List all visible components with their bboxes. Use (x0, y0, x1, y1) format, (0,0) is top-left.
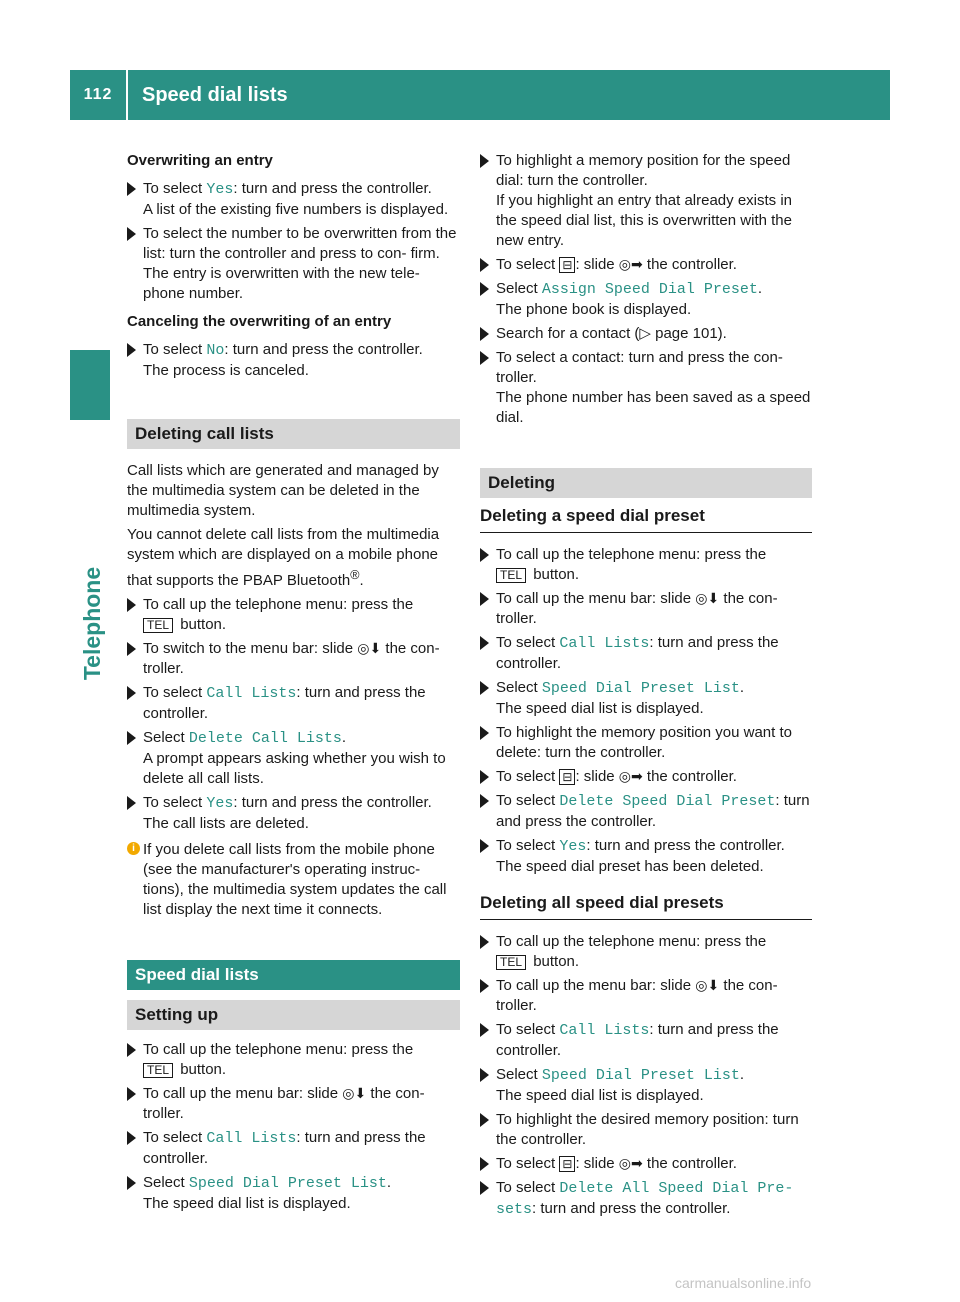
arrow-icon (480, 1023, 489, 1037)
step-item: Select Speed Dial Preset List. The speed dial list is displayed. (127, 1173, 460, 1214)
arrow-icon (127, 642, 136, 656)
step-item: To select the number to be overwritten from the list: turn the controller and press to con- firm. The entry is overwritten with the new tele- phone number. (127, 224, 460, 304)
arrow-icon (480, 839, 489, 853)
side-tab-marker (70, 350, 110, 420)
arrow-icon (480, 154, 489, 168)
step-item: To highlight the memory position you want to delete: turn the controller. (480, 723, 812, 763)
step-item: To call up the telephone menu: press the TEL button. (127, 1040, 460, 1080)
menu-code: Call Lists (559, 1022, 650, 1039)
watermark: carmanualsonline.info (675, 1275, 812, 1291)
paragraph: You cannot delete call lists from the multimedia system which are displayed on a mobile phone that supports the PBAP Bluetooth®. (127, 526, 440, 589)
step-item: To select Delete Speed Dial Preset: turn and press the controller. (480, 791, 812, 832)
cancel-heading: Canceling the overwriting of an entry (127, 313, 392, 330)
step-item: To highlight a memory position for the speed dial: turn the controller. If you highlight an entry that already exists in the speed dial list, this is overwritten with the new entry. (480, 151, 812, 251)
menu-code: Speed Dial Preset List (541, 680, 740, 697)
tel-key-icon: TEL (496, 955, 526, 970)
step-item: To select No: turn and press the controller. The process is canceled. (127, 340, 460, 381)
step-item: Select Delete Call Lists. A prompt appears asking whether you wish to delete all call lists. (127, 728, 460, 789)
step-item: Select Speed Dial Preset List. The speed dial list is displayed. (480, 1065, 812, 1106)
controller-slide-right-icon: ◎➡ (618, 257, 643, 273)
info-note: i If you delete call lists from the mobile phone (see the manufacturer's operating instruc- tions), the multimedia system updates the call list display the next time it connects. (127, 840, 460, 920)
arrow-icon (127, 227, 136, 241)
side-tab (78, 548, 108, 698)
arrow-icon (480, 282, 489, 296)
arrow-icon (127, 686, 136, 700)
arrow-icon (480, 979, 489, 993)
step-item: To select Yes: turn and press the controller. The call lists are deleted. (127, 793, 460, 834)
arrow-icon (127, 1087, 136, 1101)
section-heading-setting-up: Setting up (127, 1000, 460, 1030)
tel-key-icon: TEL (143, 1063, 173, 1078)
arrow-icon (480, 548, 489, 562)
controller-slide-right-icon: ◎➡ (618, 769, 643, 785)
arrow-icon (480, 1181, 489, 1195)
menu-code: Delete Speed Dial Preset (559, 793, 776, 810)
menu-icon: ⊟ (559, 769, 575, 785)
paragraph: Call lists which are generated and managed by the multimedia system can be deleted in the multimedia system. (127, 462, 439, 519)
menu-code: Call Lists (559, 635, 650, 652)
step-item: To select Yes: turn and press the controller. A list of the existing five numbers is displayed. (127, 179, 460, 220)
step-item: To call up the telephone menu: press the TEL button. (480, 545, 812, 585)
arrow-icon (127, 731, 136, 745)
subheading-deleting-preset: Deleting a speed dial preset (480, 506, 812, 533)
controller-slide-down-icon: ◎⬇ (357, 641, 382, 657)
arrow-icon (480, 1113, 489, 1127)
step-item: To select Call Lists: turn and press the controller. (127, 683, 460, 724)
overwrite-heading: Overwriting an entry (127, 152, 273, 169)
arrow-icon (127, 182, 136, 196)
step-item: To select Delete All Speed Dial Pre‐ sets: turn and press the controller. (480, 1178, 812, 1220)
step-item: To switch to the menu bar: slide ◎⬇ the con- troller. (127, 639, 460, 679)
step-item: To select Call Lists: turn and press the controller. (127, 1128, 460, 1169)
side-tab-label: Telephone (79, 566, 106, 680)
arrow-icon (480, 1157, 489, 1171)
arrow-icon (480, 794, 489, 808)
arrow-icon (480, 327, 489, 341)
page-number: 112 (83, 86, 113, 103)
step-item: Select Speed Dial Preset List. The speed dial list is displayed. (480, 678, 812, 719)
arrow-icon (480, 258, 489, 272)
step-item: To call up the menu bar: slide ◎⬇ the con- troller. (127, 1084, 460, 1124)
tel-key-icon: TEL (496, 568, 526, 583)
page-header (70, 70, 890, 120)
controller-slide-right-icon: ◎➡ (618, 1156, 643, 1172)
left-column (127, 151, 460, 1218)
step-item: To highlight the desired memory position: turn the controller. (480, 1110, 812, 1150)
arrow-icon (127, 1176, 136, 1190)
step-item: To call up the telephone menu: press the TEL button. (480, 932, 812, 972)
controller-slide-down-icon: ◎⬇ (695, 591, 720, 607)
step-item: To select ⊟ : slide ◎➡ the controller. (480, 255, 812, 275)
subheading-deleting-all: Deleting all speed dial presets (480, 893, 812, 920)
section-heading-deleting: Deleting (480, 468, 812, 498)
menu-code: Speed Dial Preset List (188, 1175, 387, 1192)
menu-code: Call Lists (206, 1130, 297, 1147)
arrow-icon (480, 935, 489, 949)
page-title: Speed dial lists (142, 83, 288, 106)
step-item: To call up the menu bar: slide ◎⬇ the con- troller. (480, 589, 812, 629)
info-icon: i (127, 842, 140, 855)
arrow-icon (480, 1068, 489, 1082)
arrow-icon (480, 351, 489, 365)
arrow-icon (480, 770, 489, 784)
step-item: To select a contact: turn and press the con- troller. The phone number has been saved as a speed dial. (480, 348, 812, 428)
menu-icon: ⊟ (559, 257, 575, 273)
step-item: To call up the telephone menu: press the TEL button. (127, 595, 460, 635)
step-item: Select Assign Speed Dial Preset. The phone book is displayed. (480, 279, 812, 320)
arrow-icon (127, 343, 136, 357)
step-item: To select ⊟ : slide ◎➡ the controller. (480, 767, 812, 787)
menu-icon: ⊟ (559, 1156, 575, 1172)
step-item: To select Call Lists: turn and press the controller. (480, 633, 812, 674)
right-column (480, 151, 812, 1224)
menu-code: Yes (206, 181, 234, 198)
arrow-icon (127, 796, 136, 810)
arrow-icon (127, 1131, 136, 1145)
step-item: To select Call Lists: turn and press the controller. (480, 1020, 812, 1061)
step-item: To select Yes: turn and press the controller. The speed dial preset has been deleted. (480, 836, 812, 877)
arrow-icon (480, 592, 489, 606)
menu-code: Call Lists (206, 685, 297, 702)
step-item: To call up the menu bar: slide ◎⬇ the con- troller. (480, 976, 812, 1016)
section-heading-speed-dial-lists: Speed dial lists (127, 960, 460, 990)
menu-code: Assign Speed Dial Preset (541, 281, 758, 298)
arrow-icon (127, 598, 136, 612)
section-heading-deleting-call-lists: Deleting call lists (127, 419, 460, 449)
arrow-icon (480, 636, 489, 650)
step-item: To select ⊟ : slide ◎➡ the controller. (480, 1154, 812, 1174)
step-item (480, 324, 812, 344)
arrow-icon (127, 1043, 136, 1057)
menu-code: No (206, 342, 225, 359)
menu-code: Yes (206, 795, 234, 812)
controller-slide-down-icon: ◎⬇ (695, 978, 720, 994)
menu-code: Yes (559, 838, 587, 855)
tel-key-icon: TEL (143, 618, 173, 633)
arrow-icon (480, 726, 489, 740)
controller-slide-down-icon: ◎⬇ (342, 1086, 367, 1102)
page-reference: Search for a contact (▷ page 101). (496, 325, 727, 342)
menu-code: Delete Call Lists (188, 730, 342, 747)
menu-code: Delete All Speed Dial Pre‐ sets (496, 1180, 794, 1218)
arrow-icon (480, 681, 489, 695)
menu-code: Speed Dial Preset List (541, 1067, 740, 1084)
